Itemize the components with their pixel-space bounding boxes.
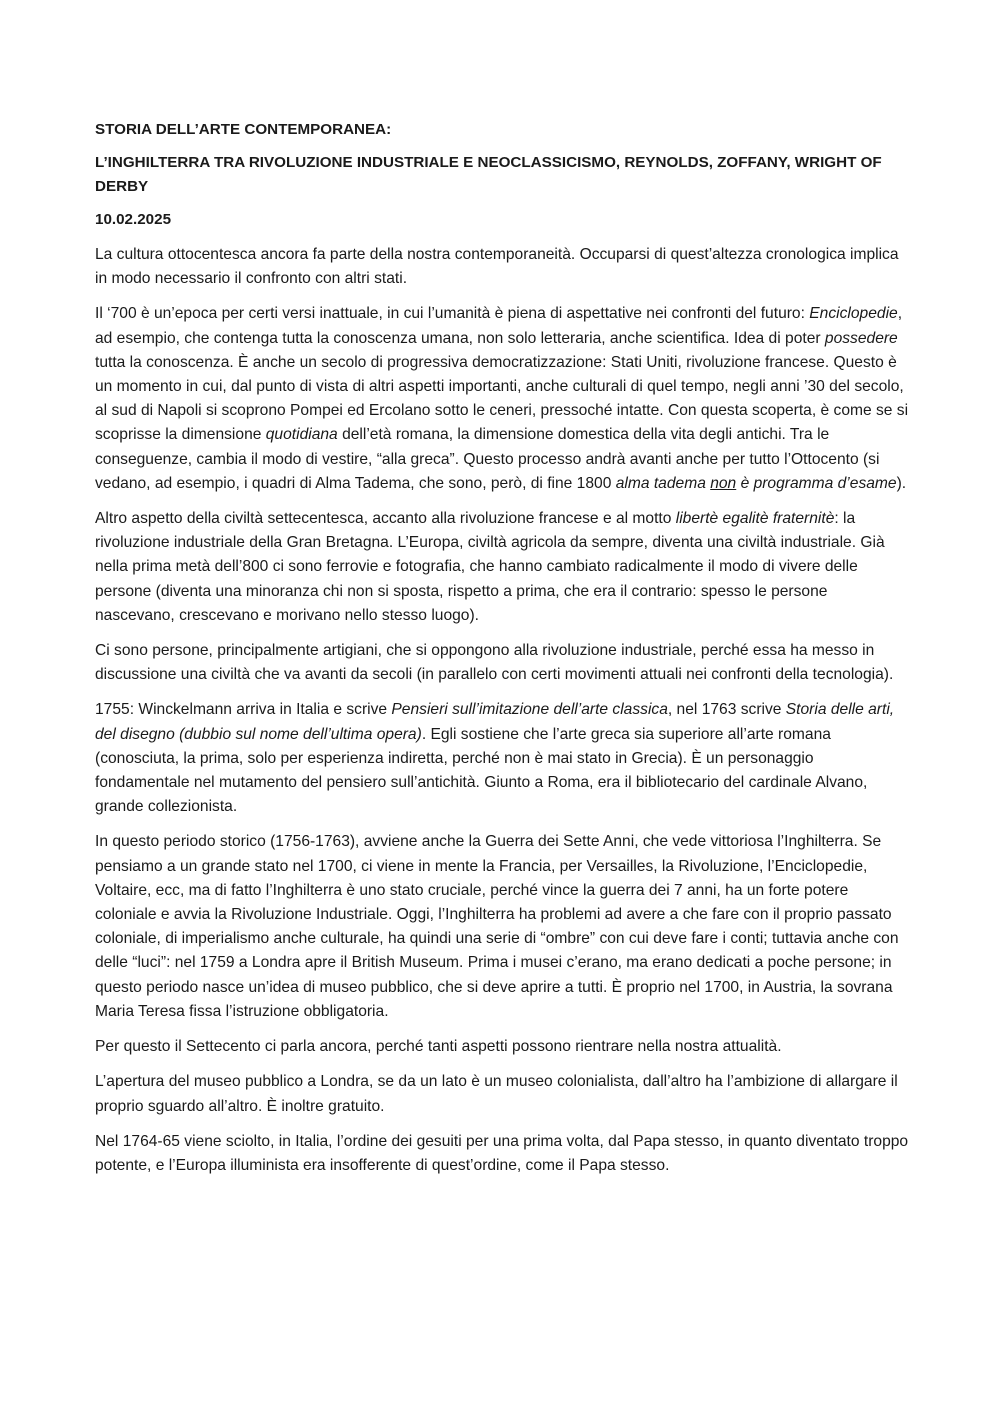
p2-text-a: Il ‘700 è un’epoca per certi versi inattuale, in cui l’umanità è piena di aspettative nei confronti del futuro: (95, 305, 810, 323)
p2-italic-possedere: possedere (824, 329, 898, 347)
p5-text-c: , nel 1763 scrive (667, 701, 786, 719)
p2-text-c: , ad esempio, che contenga tutta la conoscenza umana, non solo letteraria, anche scientifica. Idea di poter (95, 305, 903, 347)
paragraph-9: Nel 1764-65 viene sciolto, in Italia, l’ordine dei gesuiti per una prima volta, dal Papa stesso, in quanto diventato troppo potente, e l’Europa illuminista era insofferente di quest’ordine, come il Papa stesso. (95, 1132, 909, 1174)
p5-italic-pensieri: Pensieri sull’imitazione dell’arte classica (391, 701, 668, 719)
paragraph-8: L’apertura del museo pubblico a Londra, se da un lato è un museo colonialista, dall’altro ha l’ambizione di allargare il proprio sguardo all’altro. È inoltre gratuito. (95, 1073, 898, 1115)
paragraph-2 (95, 302, 910, 496)
lecture-date: 10.02.2025 (95, 211, 172, 228)
p5-text-a: 1755: Winckelmann arriva in Italia e scrive (95, 701, 392, 719)
p2-text-k: ). (896, 474, 907, 492)
course-title: STORIA DELL’ARTE CONTEMPORANEA: (95, 121, 392, 138)
p2-italic-note-a: alma tadema (615, 474, 711, 492)
paragraph-1: La cultura ottocentesca ancora fa parte della nostra contemporaneità. Occuparsi di quest’altezza cronologica implica in modo necessario il confronto con altri stati. (95, 246, 899, 288)
p2-text-e: tutta la conoscenza. È anche un secolo di progressiva democratizzazione: Stati Uniti, rivoluzione francese. Questo è un momento in cui, dal punto di vista di altri aspetti importanti, anche culturali di quel tempo, negli anni ’30 del secolo, al sud di Napoli si scoprono Pompei ed Ercolano sotto le ceneri, pressoché intatte. Con questa scoperta, è come se si scoprisse la dimensione (95, 353, 909, 444)
p3-text-a: Altro aspetto della civiltà settecentesca, accanto alla rivoluzione francese e al motto (95, 510, 676, 528)
p3-italic-motto: libertè egalitè fraternitè (675, 510, 835, 528)
p2-italic-enciclopedie: Enciclopedie (809, 305, 898, 323)
paragraph-4: Ci sono persone, principalmente artigiani, che si oppongono alla rivoluzione industriale, perché essa ha messo in discussione una civiltà che va avanti da secoli (in parallelo con certi movimenti attuali nei confronti della tecnologia). (95, 642, 894, 684)
lecture-title: L’INGHILTERRA TRA RIVOLUZIONE INDUSTRIALE E NEOCLASSICISMO, REYNOLDS, ZOFFANY, WRIGHT OF DERBY (95, 154, 882, 195)
p3-text-c: : la rivoluzione industriale della Gran Bretagna. L’Europa, civiltà agricola da sempre, diventa una civiltà industriale. Già nella prima metà dell’800 ci sono ferrovie e fotografia, che hanno cambiato radicalmente il modo di vivere delle persone (diventa una minoranza chi non si sposta, rispetto a prima, che era il contrario: spesso le persone nascevano, crescevano e morivano nello stesso luogo). (95, 510, 885, 624)
paragraph-6: In questo periodo storico (1756-1763), avviene anche la Guerra dei Sette Anni, che vede vittoriosa l’Inghilterra. Se pensiamo a un grande stato nel 1700, ci viene in mente la Francia, per Versailles, la Rivoluzione, l’Enciclopedie, Voltaire, ecc, ma di fatto l’Inghilterra è uno stato cruciale, perché vince la guerra dei 7 anni, ha un forte potere coloniale e avvia la Rivoluzione Industriale. Oggi, l’Inghilterra ha problemi ad avere a che fare con il proprio passato coloniale, di imperialismo anche culturale, ha quindi una serie di “ombre” con cui deve fare i conti; tuttavia anche con delle “luci”: nel 1759 a Londra apre il British Museum. Prima i musei c’erano, ma erano dedicati a poche persone; in questo periodo nasce un’idea di museo pubblico, che si deve aprire a tutti. È proprio nel 1700, in Austria, la sovrana Maria Teresa fissa l’istruzione obbligatoria. (95, 833, 899, 1020)
paragraph-3 (95, 507, 910, 628)
paragraph-5 (95, 698, 910, 819)
p5-italic-storia: Storia delle arti, del disegno (dubbio sul nome dell’ultima opera) (95, 701, 895, 743)
p2-italic-note-b: è programma d’esame (736, 474, 897, 492)
p2-text-g: dell’età romana, la dimensione domestica della vita degli antichi. Tra le conseguenze, cambia il modo di vestire, “alla greca”. Questo processo andrà avanti anche per tutto l’Ottocento (si vedano, ad esempio, i quadri di Alma Tadema, che sono, però, di fine 1800 (95, 426, 880, 492)
p5-text-e: . Egli sostiene che l’arte greca sia superiore all’arte romana (conosciuta, la prima, solo per esperienza indiretta, perché non è mai stato in Grecia). È un personaggio fondamentale nel mutamento del pensiero sull’antichità. Giunto a Roma, era il bibliotecario del cardinale Alvano, grande collezionista. (95, 725, 868, 816)
p2-underlined-non: non (710, 474, 737, 492)
paragraph-7: Per questo il Settecento ci parla ancora, perché tanti aspetti possono rientrare nella nostra attualità. (95, 1038, 782, 1056)
p2-italic-quotidiana: quotidiana (265, 426, 338, 444)
